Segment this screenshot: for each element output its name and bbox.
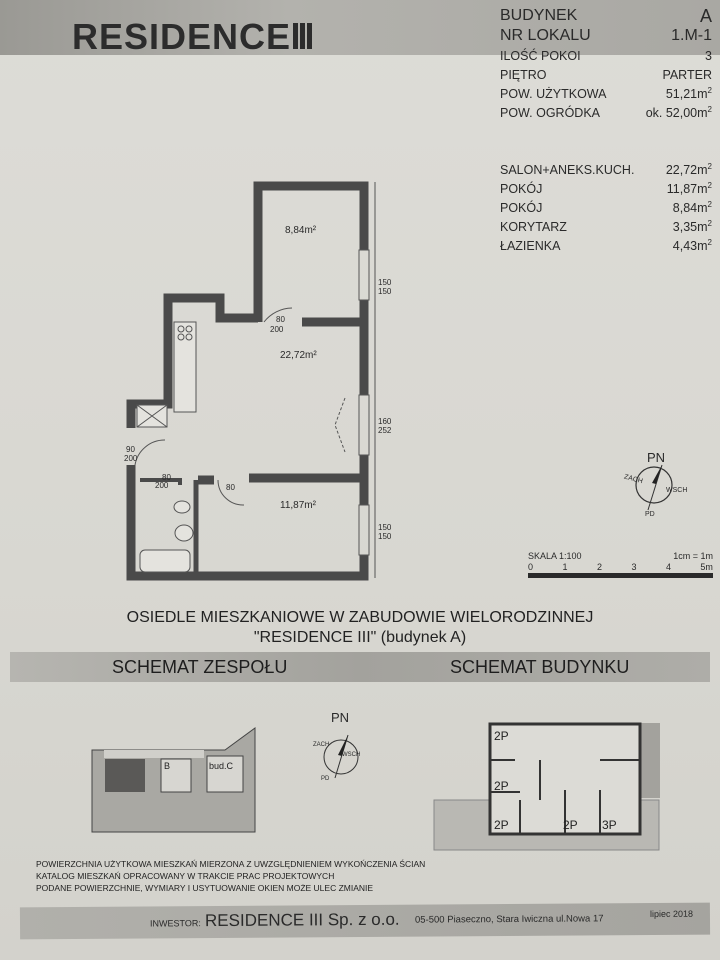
compass-north: PN: [331, 710, 350, 725]
window-dim: 150: [378, 532, 392, 541]
note: KATALOG MIESZKAŃ OPRACOWANY W TRAKCIE PRAC PROJEKTOWYCH: [36, 871, 335, 881]
door-dim: 200: [124, 454, 138, 463]
section-complex: SCHEMAT ZESPOŁU: [112, 657, 288, 677]
unit-sup: 2: [707, 237, 712, 247]
value: 4,43m: [672, 239, 708, 254]
room-label: 8,84m²: [285, 225, 317, 236]
scale-tick: 3: [631, 562, 637, 572]
walls: [131, 186, 364, 576]
complex-schematic: [92, 728, 255, 832]
compass-west: ZACH: [313, 742, 330, 748]
window-dim: 150: [378, 278, 392, 287]
value-text: 51,21m: [665, 87, 708, 102]
scale-bar: [528, 551, 713, 578]
value: 3,35m: [672, 220, 708, 235]
unit-sup: 2: [707, 104, 712, 114]
window-dim: 252: [378, 426, 392, 435]
unit-sup: 2: [707, 85, 712, 95]
compass-east: WSCH: [342, 752, 361, 758]
label: BUDYNEK: [500, 7, 578, 24]
value: 1.M-1: [671, 27, 712, 44]
window-dim: 150: [378, 523, 392, 532]
unit-label: 2P: [494, 818, 509, 832]
scale-ratio: 1cm = 1m: [673, 551, 713, 561]
investor-name: RESIDENCE III Sp. z o.o.: [204, 909, 400, 931]
disclaimer-notes: [36, 858, 425, 894]
value: A: [699, 5, 712, 26]
complex-label: B: [164, 761, 171, 771]
window-dim: 150: [378, 287, 392, 296]
unit-sup: 2: [707, 180, 712, 190]
unit-label: 2P: [494, 729, 509, 743]
note: PODANE POWIERZCHNIE, WYMIARY I USYTUOWANIE OKIEN MOŻE ULEC ZMIANIE: [36, 883, 374, 893]
building-schematic: [434, 723, 660, 850]
room-label: 22,72m²: [280, 350, 317, 361]
door-dim: 200: [155, 481, 169, 490]
compass-east: WSCH: [666, 487, 688, 494]
unit-label: 2P: [494, 779, 509, 793]
footer-band: [20, 903, 710, 940]
label: POW. UŻYTKOWA: [500, 86, 607, 101]
scale-tick: 0: [528, 562, 534, 572]
label: POW. OGRÓDKA: [500, 105, 601, 120]
compass-icon: [623, 450, 687, 518]
label: ILOŚĆ POKOI: [500, 48, 581, 63]
label: PIĘTRO: [500, 67, 547, 82]
section-building: SCHEMAT BUDYNKU: [450, 657, 630, 677]
project-title: OSIEDLE MIESZKANIOWE W ZABUDOWIE WIELORODZINNEJ: [126, 609, 594, 626]
door-dim: 80: [162, 473, 171, 482]
unit-sup: 2: [707, 161, 712, 171]
logo-text: RESIDENCE: [72, 16, 292, 57]
project-subtitle: "RESIDENCE III" (budynek A): [253, 629, 467, 646]
window-dim: 160: [378, 417, 392, 426]
door-dim: 90: [126, 445, 135, 454]
value: 11,87m: [666, 182, 708, 197]
scale-tick: 4: [665, 562, 671, 572]
value: PARTER: [662, 67, 712, 82]
complex-label: bud.C: [209, 761, 234, 771]
unit-sup: 2: [707, 199, 712, 209]
label: KORYTARZ: [500, 219, 567, 234]
value: 3: [705, 48, 712, 63]
unit-label: 2P: [563, 818, 578, 832]
label: SALON+ANEKS.KUCH.: [500, 162, 635, 177]
value-text: ok. 52,00m: [645, 106, 708, 121]
value: 8,84m: [672, 201, 708, 216]
document-date: lipiec 2018: [649, 908, 694, 920]
scale-tick: 2: [596, 562, 602, 572]
label: POKÓJ: [500, 181, 543, 196]
section-band: [10, 652, 710, 682]
scale-tick: 1: [562, 562, 568, 572]
unit-label: 3P: [602, 818, 617, 832]
room-label: 11,87m²: [280, 500, 316, 511]
label: NR LOKALU: [500, 27, 591, 44]
investor-label: INWESTOR:: [149, 918, 201, 929]
door-dim: 80: [276, 315, 285, 324]
note: POWIERZCHNIA UŻYTKOWA MIESZKAŃ MIERZONA Z UWZGLĘDNIENIEM WYKOŃCZENIA ŚCIAN: [36, 859, 426, 869]
label: POKÓJ: [500, 200, 543, 215]
compass-north: PN: [647, 450, 666, 465]
compass-small-icon: [313, 710, 360, 782]
door-dim: 200: [270, 325, 284, 334]
investor-address: 05-500 Piaseczno, Stara Iwiczna ul.Nowa 17: [414, 913, 604, 926]
scale-bar-graphic: [528, 573, 713, 578]
value: 22,72m: [665, 163, 708, 178]
scale-label: SKALA 1:100: [528, 551, 582, 561]
compass-south: PD: [321, 776, 330, 782]
label: ŁAZIENKA: [500, 238, 561, 253]
scale-tick: 5m: [700, 562, 713, 572]
compass-west: ZACH: [623, 473, 644, 486]
unit-sup: 2: [707, 218, 712, 228]
compass-south: PD: [645, 511, 655, 518]
door-dim: 80: [226, 483, 235, 492]
